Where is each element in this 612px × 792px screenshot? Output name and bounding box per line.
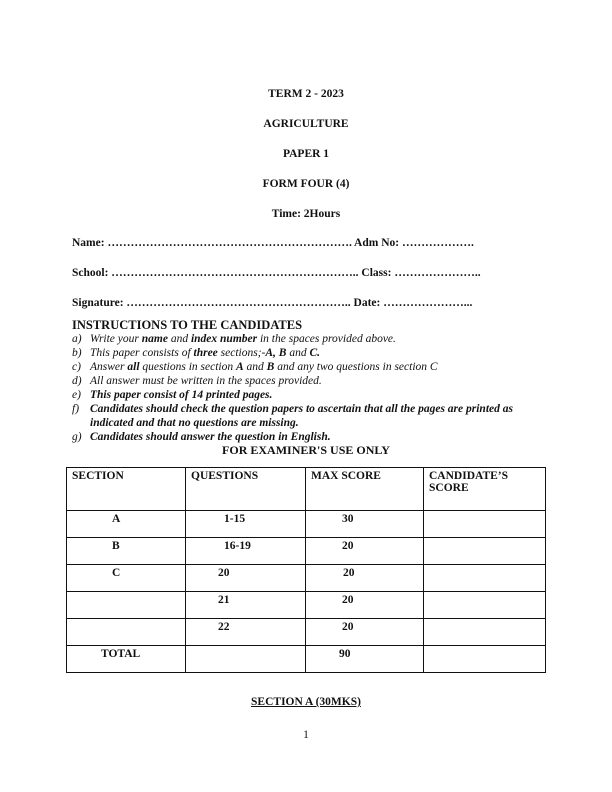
column-header: MAX SCORE	[306, 468, 424, 511]
instruction-text: Candidates should answer the question in English.	[90, 431, 331, 443]
instruction-text: and	[167, 333, 191, 345]
subject-heading: AGRICULTURE	[263, 118, 349, 130]
instructions-title: INSTRUCTIONS TO THE CANDIDATES	[72, 318, 303, 332]
section-cell	[67, 619, 186, 646]
instruction-text: Write your	[90, 333, 142, 345]
table-row	[67, 619, 546, 646]
instruction-text: in the spaces provided above.	[257, 333, 396, 345]
instruction-a	[72, 332, 552, 346]
name-adm-field[interactable]: Name: ………………………………………………………. Adm No: ……………….	[72, 237, 474, 249]
term-heading: TERM 2 - 2023	[268, 88, 344, 100]
candidate-score-cell[interactable]	[424, 511, 546, 538]
instruction-emphasis: C.	[309, 347, 321, 359]
questions-cell: 1-15	[186, 511, 306, 538]
instruction-label: b)	[72, 347, 82, 359]
table-row	[67, 511, 546, 538]
max-score-cell: 20	[306, 538, 424, 565]
column-header: QUESTIONS	[186, 468, 306, 511]
examiner-score-table	[66, 467, 546, 673]
table-row	[67, 565, 546, 592]
section-a-heading	[0, 696, 612, 708]
max-score-cell: 30	[306, 511, 424, 538]
instruction-label: g)	[72, 431, 82, 443]
instruction-b	[72, 346, 552, 360]
max-score-cell: 20	[306, 592, 424, 619]
examiner-title: FOR EXAMINER'S USE ONLY	[222, 443, 390, 457]
signature-date-field[interactable]: Signature: ………………………………………………….. Date: …………………...	[72, 297, 473, 309]
instruction-emphasis: name	[141, 333, 168, 345]
candidate-score-cell[interactable]	[424, 646, 546, 673]
instruction-emphasis: all	[127, 361, 140, 373]
school-class-field[interactable]: School: ……………………………………………………….. Class: …………………..	[72, 267, 481, 279]
instruction-text: questions in section	[139, 361, 236, 373]
instruction-emphasis: index number	[190, 333, 258, 345]
instruction-label: d)	[72, 375, 82, 387]
instruction-e	[72, 388, 552, 402]
table-header-row	[67, 468, 546, 511]
instruction-emphasis: A	[235, 361, 244, 373]
form-heading: FORM FOUR (4)	[262, 178, 350, 190]
instruction-d	[72, 374, 552, 388]
instruction-text: This paper consist of 14 printed pages.	[90, 389, 273, 401]
instruction-f	[72, 402, 552, 430]
column-header: SECTION	[67, 468, 186, 511]
instruction-text: and	[243, 361, 267, 373]
max-score-cell: 20	[306, 619, 424, 646]
table-row	[67, 592, 546, 619]
instruction-emphasis: A, B	[265, 347, 287, 359]
instruction-label: e)	[72, 389, 81, 401]
column-header: CANDIDATE’S SCORE	[424, 468, 546, 511]
section-a-title: SECTION A (30MKS)	[251, 696, 361, 708]
instruction-text: Candidates should check the question papers to ascertain that all the pages are printed as indicated and that no questions are missing.	[90, 403, 513, 429]
instruction-text: sections;-	[217, 347, 266, 359]
instruction-text: and any two questions in section C	[274, 361, 438, 373]
table-row	[67, 538, 546, 565]
questions-cell: 21	[186, 592, 306, 619]
section-cell: TOTAL	[67, 646, 186, 673]
questions-cell: 20	[186, 565, 306, 592]
questions-cell	[186, 646, 306, 673]
instruction-text: All answer must be written in the spaces provided.	[90, 375, 322, 387]
instruction-text: This paper consists of	[90, 347, 194, 359]
section-cell: C	[67, 565, 186, 592]
paper-heading: PAPER 1	[282, 148, 330, 160]
instruction-g	[72, 430, 552, 444]
section-cell	[67, 592, 186, 619]
candidate-score-cell[interactable]	[424, 592, 546, 619]
instruction-emphasis: three	[193, 347, 218, 359]
instruction-c	[72, 360, 552, 374]
section-cell: A	[67, 511, 186, 538]
max-score-cell: 90	[306, 646, 424, 673]
instruction-label: a)	[72, 333, 82, 345]
instruction-emphasis: B	[266, 361, 275, 373]
questions-cell: 16-19	[186, 538, 306, 565]
time-heading: Time: 2Hours	[271, 208, 341, 220]
candidate-score-cell[interactable]	[424, 538, 546, 565]
page-number: 1	[303, 729, 309, 741]
table-row-total	[67, 646, 546, 673]
candidate-score-cell[interactable]	[424, 565, 546, 592]
max-score-cell: 20	[306, 565, 424, 592]
instruction-label: c)	[72, 361, 81, 373]
candidate-score-cell[interactable]	[424, 619, 546, 646]
instruction-text: and	[286, 347, 310, 359]
instruction-text: Answer	[90, 361, 128, 373]
questions-cell: 22	[186, 619, 306, 646]
section-cell: B	[67, 538, 186, 565]
instruction-label: f)	[72, 403, 80, 415]
